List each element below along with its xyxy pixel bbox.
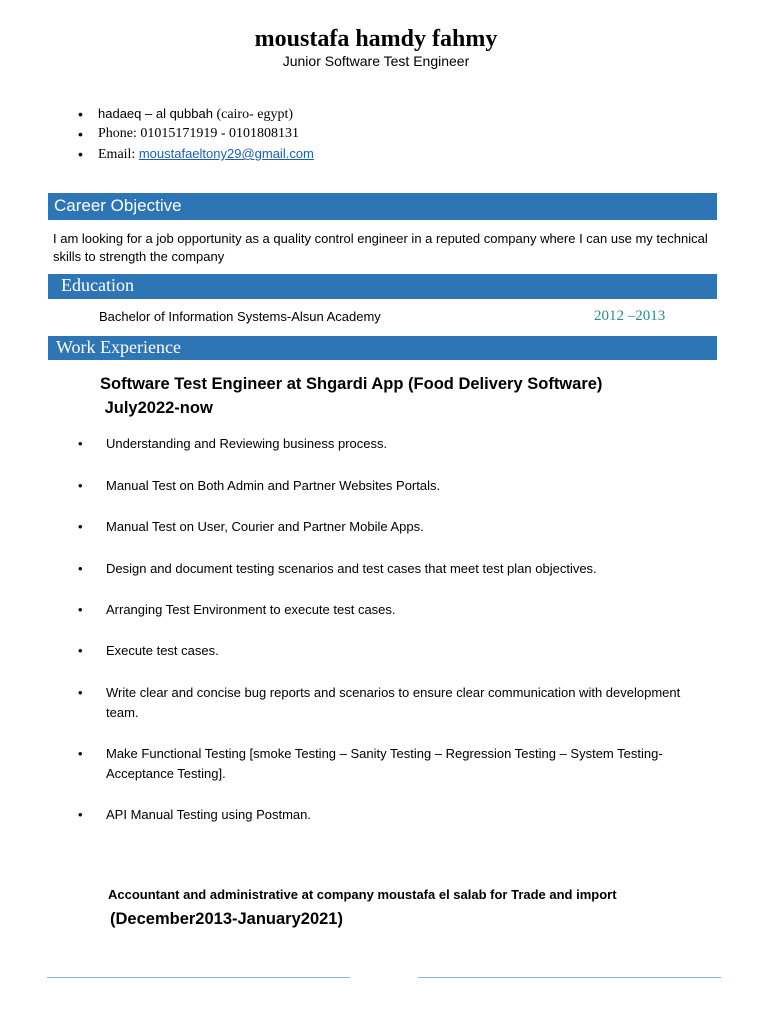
email-link[interactable]: moustafaeltony29@gmail.com — [138, 146, 314, 161]
bullet-icon: • — [78, 106, 83, 122]
bullet-icon: • — [78, 146, 83, 162]
list-item — [78, 559, 708, 579]
contact-list — [78, 104, 314, 164]
job1-dates: July2022-now — [100, 399, 213, 417]
duty-text: Manual Test on Both Admin and Partner Websites Portals. — [106, 478, 441, 493]
contact-email — [78, 144, 314, 164]
list-item — [78, 517, 708, 537]
section-career-objective — [48, 193, 717, 220]
duty-text: Manual Test on User, Courier and Partner Mobile Apps. — [106, 519, 424, 534]
bullet-icon: • — [78, 519, 83, 534]
objective-text: I am looking for a job opportunity as a quality control engineer in a reputed company where I can use my technical skills to strength the company — [53, 231, 708, 264]
duty-text: Execute test cases. — [106, 643, 219, 658]
bullet-icon: • — [78, 643, 83, 658]
bullet-icon: • — [78, 126, 83, 142]
footer-divider-left — [47, 977, 350, 978]
education-degree: Bachelor of Information Systems-Alsun Academy — [99, 309, 381, 324]
list-item — [78, 434, 708, 454]
section-work-experience — [48, 336, 717, 360]
duty-text: Understanding and Reviewing business process. — [106, 436, 388, 451]
duty-text: Design and document testing scenarios and test cases that meet test plan objectives. — [106, 561, 597, 576]
list-item — [78, 476, 708, 496]
email-label: Email: — [98, 147, 139, 162]
list-item — [78, 683, 708, 723]
bullet-icon: • — [78, 478, 83, 493]
education-years: 2012 –2013 — [594, 308, 666, 324]
section-education — [48, 274, 717, 299]
list-item — [78, 805, 708, 825]
duty-text: Arranging Test Environment to execute test cases. — [106, 602, 396, 617]
footer-divider-right — [418, 977, 721, 978]
bullet-icon: • — [78, 685, 83, 700]
list-item — [78, 744, 708, 784]
candidate-name: moustafa hamdy fahmy — [254, 26, 498, 52]
duty-text: API Manual Testing using Postman. — [106, 807, 311, 822]
job2-dates: (December2013-January2021) — [110, 910, 343, 928]
address-city: (cairo- egypt) — [212, 107, 294, 122]
bullet-icon: • — [78, 746, 83, 761]
job1-title: Software Test Engineer at Shgardi App (Food Delivery Software) — [100, 375, 603, 393]
contact-address — [78, 104, 314, 124]
bullet-icon: • — [78, 561, 83, 576]
section-title: Career Objective — [54, 196, 182, 215]
list-item — [78, 641, 708, 661]
section-title: Education — [61, 275, 134, 295]
duty-text: Write clear and concise bug reports and scenarios to ensure clear communication with development team. — [106, 685, 681, 720]
phone-text: Phone: 01015171919 - 0101808131 — [98, 126, 300, 141]
address-street: hadaeq – al qubbah — [98, 106, 213, 121]
contact-phone — [78, 124, 314, 144]
bullet-icon: • — [78, 807, 83, 822]
job-title: Junior Software Test Engineer — [282, 53, 470, 69]
bullet-icon: • — [78, 436, 83, 451]
bullet-icon: • — [78, 602, 83, 617]
duty-text: Make Functional Testing [smoke Testing – Sanity Testing – Regression Testing – System Testing- Acceptance Testing]. — [106, 746, 663, 781]
job1-heading — [100, 372, 710, 420]
job2-title: Accountant and administrative at company moustafa el salab for Trade and import — [108, 887, 617, 902]
section-title: Work Experience — [56, 337, 181, 357]
list-item — [78, 600, 708, 620]
